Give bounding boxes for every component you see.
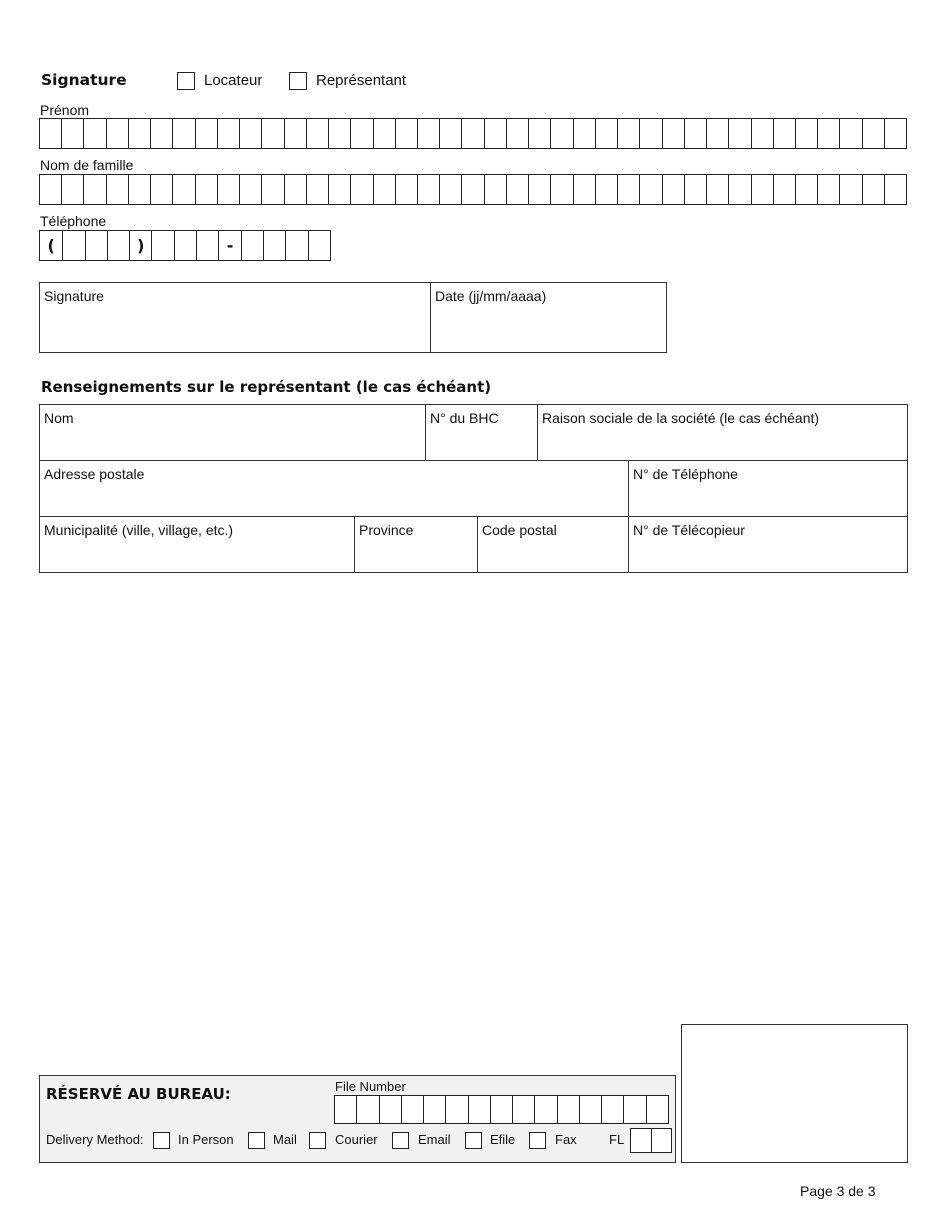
delivery-in-person-checkbox[interactable]: [153, 1132, 170, 1149]
first-name-input[interactable]: [39, 118, 907, 149]
fl-label: FL: [609, 1132, 625, 1147]
delivery-mail-label: Mail: [273, 1132, 297, 1147]
page-number: Page 3 de 3: [800, 1183, 876, 1199]
representative-section-title: Renseignements sur le représentant (le cas échéant): [41, 378, 492, 396]
last-name-label: Nom de famille: [40, 157, 134, 173]
rep-bhc-label: N° du BHC: [430, 410, 499, 426]
rep-phone-label: N° de Téléphone: [633, 466, 738, 482]
rep-fax-label: N° de Télécopieur: [633, 522, 745, 538]
delivery-mail-checkbox[interactable]: [248, 1132, 265, 1149]
representant-checkbox[interactable]: [289, 72, 307, 90]
delivery-fax-label: Fax: [555, 1132, 577, 1147]
rep-postal-code-field[interactable]: [477, 516, 629, 573]
delivery-method-label: Delivery Method:: [46, 1132, 144, 1147]
locateur-label: Locateur: [204, 72, 263, 89]
rep-company-label: Raison sociale de la société (le cas échéant): [542, 410, 820, 426]
rep-address-field[interactable]: [39, 460, 629, 517]
file-number-label: File Number: [335, 1079, 406, 1094]
phone-close-paren: ): [129, 231, 151, 260]
rep-municipality-label: Municipalité (ville, village, etc.): [44, 522, 234, 538]
signature-field[interactable]: [39, 282, 432, 353]
delivery-efile-label: Efile: [490, 1132, 516, 1147]
delivery-fax-checkbox[interactable]: [529, 1132, 546, 1149]
phone-open-paren: (: [47, 236, 55, 255]
rep-fax-field[interactable]: [628, 516, 908, 573]
office-use-panel: [39, 1075, 676, 1163]
delivery-email-label: Email: [418, 1132, 451, 1147]
locateur-checkbox[interactable]: [177, 72, 195, 90]
date-field[interactable]: [430, 282, 667, 353]
fl-input[interactable]: [630, 1128, 672, 1153]
rep-postal-code-label: Code postal: [482, 522, 557, 538]
rep-address-label: Adresse postale: [44, 466, 145, 482]
file-number-input[interactable]: [334, 1095, 669, 1124]
representant-label: Représentant: [316, 72, 407, 89]
delivery-efile-checkbox[interactable]: [465, 1132, 482, 1149]
delivery-email-checkbox[interactable]: [392, 1132, 409, 1149]
rep-province-label: Province: [359, 522, 414, 538]
signature-field-label: Signature: [44, 288, 104, 304]
rep-province-field[interactable]: [354, 516, 478, 573]
delivery-in-person-label: In Person: [178, 1132, 234, 1147]
office-use-title: RÉSERVÉ AU BUREAU:: [46, 1085, 231, 1103]
rep-bhc-field[interactable]: [425, 404, 538, 461]
date-field-label: Date (jj/mm/aaaa): [435, 288, 547, 304]
rep-name-label: Nom: [44, 410, 74, 426]
first-name-label: Prénom: [40, 102, 90, 118]
last-name-input[interactable]: [39, 174, 907, 205]
signature-section-title: Signature: [41, 71, 127, 89]
delivery-courier-checkbox[interactable]: [309, 1132, 326, 1149]
rep-name-field[interactable]: [39, 404, 426, 461]
delivery-courier-label: Courier: [335, 1132, 378, 1147]
phone-dash: -: [218, 231, 240, 260]
phone-label: Téléphone: [40, 213, 107, 229]
office-stamp-box: [681, 1024, 908, 1163]
rep-municipality-field[interactable]: [39, 516, 355, 573]
phone-input[interactable]: [39, 230, 331, 261]
rep-company-field[interactable]: [537, 404, 908, 461]
rep-phone-field[interactable]: [628, 460, 908, 517]
